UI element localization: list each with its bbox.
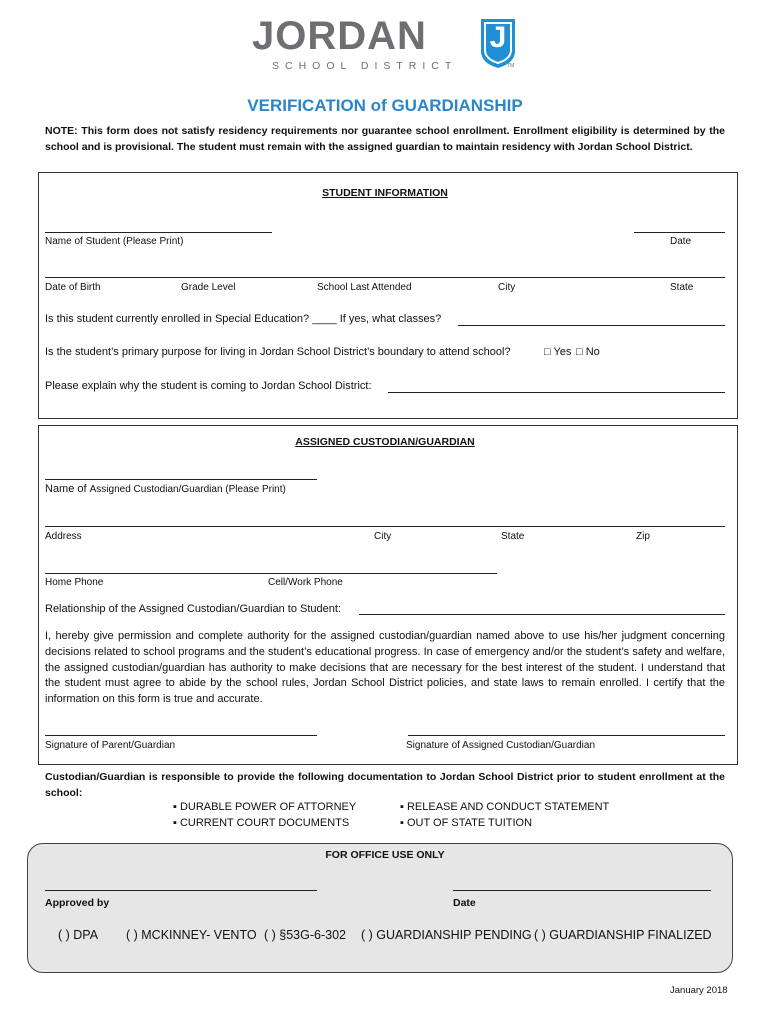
approved-by-label: Approved by — [45, 897, 110, 909]
doc-item: ▪ CURRENT COURT DOCUMENTS — [173, 817, 350, 829]
guardian-section-heading: ASSIGNED CUSTODIAN/GUARDIAN — [295, 436, 475, 448]
student-city-label: City — [498, 282, 516, 293]
doc-item: ▪ DURABLE POWER OF ATTORNEY — [173, 801, 357, 813]
student-section-heading: STUDENT INFORMATION — [322, 187, 448, 199]
relationship-question: Relationship of the Assigned Custodian/Guardian to Student: — [45, 603, 341, 615]
office-option[interactable]: ( ) MCKINNEY- VENTO — [126, 928, 257, 942]
primary-purpose-question: Is the student’s primary purpose for living in Jordan School District’s boundary to attend school? — [45, 346, 511, 358]
logo-tm: TM — [507, 63, 515, 69]
doc-item: ▪ OUT OF STATE TUITION — [400, 817, 533, 829]
yes-checkbox[interactable]: □ Yes — [544, 346, 572, 358]
office-option[interactable]: ( ) DPA — [58, 928, 99, 942]
phone-field[interactable] — [45, 573, 497, 574]
guardian-city-label: City — [374, 531, 392, 542]
dob-label: Date of Birth — [45, 282, 101, 293]
relationship-field[interactable] — [359, 614, 725, 615]
student-state-label: State — [670, 282, 694, 293]
address-label: Address — [45, 531, 82, 542]
special-education-question: Is this student currently enrolled in Special Education? ____ If yes, what classes? — [45, 313, 442, 325]
logo-subtitle: SCHOOL DISTRICT — [272, 60, 458, 72]
parent-signature-label: Signature of Parent/Guardian — [45, 740, 176, 751]
student-details-field[interactable] — [45, 277, 725, 278]
guardian-state-label: State — [501, 531, 525, 542]
approved-by-field[interactable] — [45, 890, 317, 891]
student-name-label: Name of Student (Please Print) — [45, 236, 184, 247]
office-use-heading: FOR OFFICE USE ONLY — [325, 849, 445, 861]
no-checkbox[interactable]: □ No — [576, 346, 600, 358]
student-date-field[interactable] — [634, 232, 725, 233]
parent-signature-field[interactable] — [45, 735, 317, 736]
guardian-address-field[interactable] — [45, 526, 725, 527]
doc-item: ▪ RELEASE AND CONDUCT STATEMENT — [400, 801, 610, 813]
office-option[interactable]: ( ) §53G-6-302 — [264, 928, 346, 942]
student-date-label: Date — [670, 236, 692, 247]
guardian-name-prefix: Name of — [45, 483, 87, 495]
student-name-field[interactable] — [45, 232, 272, 233]
cell-phone-label: Cell/Work Phone — [268, 577, 343, 588]
guardian-name-label-text: Assigned Custodian/Guardian (Please Print) — [89, 484, 286, 495]
permission-statement: I, hereby give permission and complete authority for the assigned custodian/guardian named above to use his/her judgment concerning decisions related to school programs and the student’s educational progress. In case of emergency and/or the student’s safety and welfare, the assigned custodian/guardian has authority to make decisions that are necessary for the best interest of the student. I understand that the student must agree to abide by the school rules, Jordan School District policies, and state laws to remain enrolled. I certify that the information on this form is true and accurate. — [45, 630, 725, 706]
guardian-signature-field[interactable] — [408, 735, 725, 736]
grade-label: Grade Level — [181, 282, 236, 293]
zip-label: Zip — [636, 531, 650, 542]
guardian-section — [38, 425, 738, 765]
explain-question: Please explain why the student is coming to Jordan School District: — [45, 380, 372, 392]
school-label: School Last Attended — [317, 282, 412, 293]
home-phone-label: Home Phone — [45, 577, 104, 588]
explain-field[interactable] — [388, 392, 725, 393]
guardian-name-label — [45, 483, 286, 495]
logo-wordmark: JORDAN — [252, 14, 427, 58]
office-use-section — [27, 843, 733, 973]
special-education-classes-field[interactable] — [458, 325, 725, 326]
documentation-intro: Custodian/Guardian is responsible to provide the following documentation to Jordan School District prior to student enrollment at the school: — [45, 771, 725, 799]
guardian-name-field[interactable] — [45, 479, 317, 480]
guardian-signature-label: Signature of Assigned Custodian/Guardian — [406, 740, 596, 751]
form-title: VERIFICATION of GUARDIANSHIP — [247, 96, 523, 115]
office-date-field[interactable] — [453, 890, 711, 891]
office-option[interactable]: ( ) GUARDIANSHIP FINALIZED — [534, 928, 712, 942]
revision-date: January 2018 — [670, 985, 728, 996]
enrollment-note: NOTE: This form does not satisfy residency requirements nor guarantee school enrollment. Enrollment eligibility is determined by the school and is provisional. The student must remain with the assigned guardian to maintain residency with Jordan School District. — [45, 125, 725, 153]
office-date-label: Date — [453, 897, 476, 909]
logo-letter: J — [489, 21, 507, 54]
office-option[interactable]: ( ) GUARDIANSHIP PENDING — [361, 928, 532, 942]
